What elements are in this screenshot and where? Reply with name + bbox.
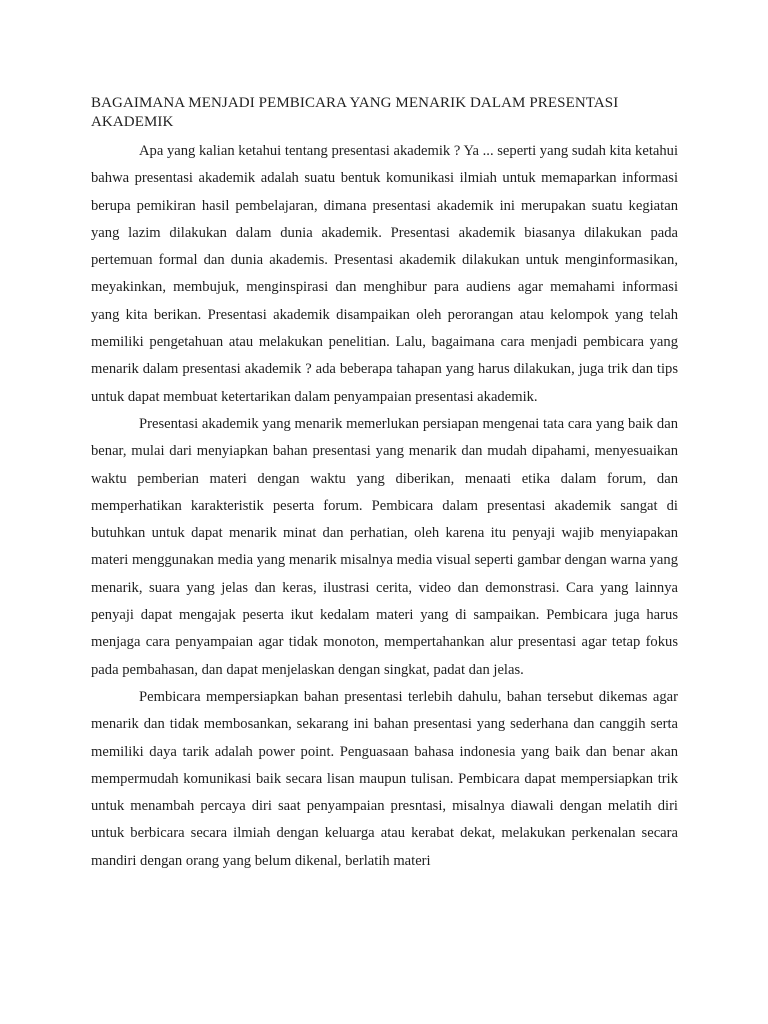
paragraph-2: Presentasi akademik yang menarik memerlukan persiapan mengenai tata cara yang baik dan benar, mulai dari menyiapkan bahan presentasi yang menarik dan mudah dipahami, menyesuaikan waktu pemberian materi dengan waktu yang diberikan, menaati etika dalam forum, dan memperhatikan karakteristik peserta forum. Pembicara dalam presentasi akademik sangat di butuhkan untuk dapat menarik minat dan perhatian, oleh karena itu penyaji wajib menyiapakan materi menggunakan media yang menarik misalnya media visual seperti gambar dengan warna yang menarik, suara yang jelas dan keras, ilustrasi cerita, video dan demonstrasi. Cara yang lainnya penyaji dapat mengajak peserta ikut kedalam materi yang di sampaikan. Pembicara juga harus menjaga cara penyampaian agar tidak monoton, mempertahankan alur presentasi agar tetap fokus pada pembahasan, dan dapat menjelaskan dengan singkat, padat dan jelas. (91, 415, 678, 678)
document-title: BAGAIMANA MENJADI PEMBICARA YANG MENARIK DALAM PRESENTASI AKADEMIK (91, 95, 619, 130)
paragraph-3: Pembicara mempersiapkan bahan presentasi terlebih dahulu, bahan tersebut dikemas agar menarik dan tidak membosankan, sekarang ini bahan presentasi yang sederhana dan canggih serta memiliki daya tarik adalah power point. Penguasaan bahasa indonesia yang baik dan benar akan mempermudah komunikasi baik secara lisan maupun tulisan. Pembicara dapat mempersiapkan trik untuk menambah percaya diri saat penyampaian presntasi, misalnya diawali dengan melatih diri untuk berbicara secara ilmiah dengan keluarga atau kerabat dekat, melakukan perkenalan secara mandiri dengan orang yang belum dikenal, berlatih materi (91, 688, 678, 869)
document-body (91, 94, 678, 875)
paragraph-1: Apa yang kalian ketahui tentang presentasi akademik ? Ya ... seperti yang sudah kita ketahui bahwa presentasi akademik adalah suatu bentuk komunikasi ilmiah untuk memaparkan informasi berupa pemikiran hasil pembelajaran, dimana presentasi akademik ini merupakan suatu kegiatan yang lazim dilakukan dalam dunia akademik. Presentasi akademik biasanya dilakukan pada pertemuan formal dan dunia akademis. Presentasi akademik dilakukan untuk menginformasikan, meyakinkan, membujuk, menginspirasi dan menghibur para audiens agar memahami informasi yang kita berikan. Presentasi akademik disampaikan oleh perorangan atau kelompok yang telah memiliki pengetahuan atau melakukan penelitian. Lalu, bagaimana cara menjadi pembicara yang menarik dalam presentasi akademik ? ada beberapa tahapan yang harus dilakukan, juga trik dan tips untuk dapat membuat ketertarikan dalam penyampaian presentasi akademik. (91, 143, 678, 405)
